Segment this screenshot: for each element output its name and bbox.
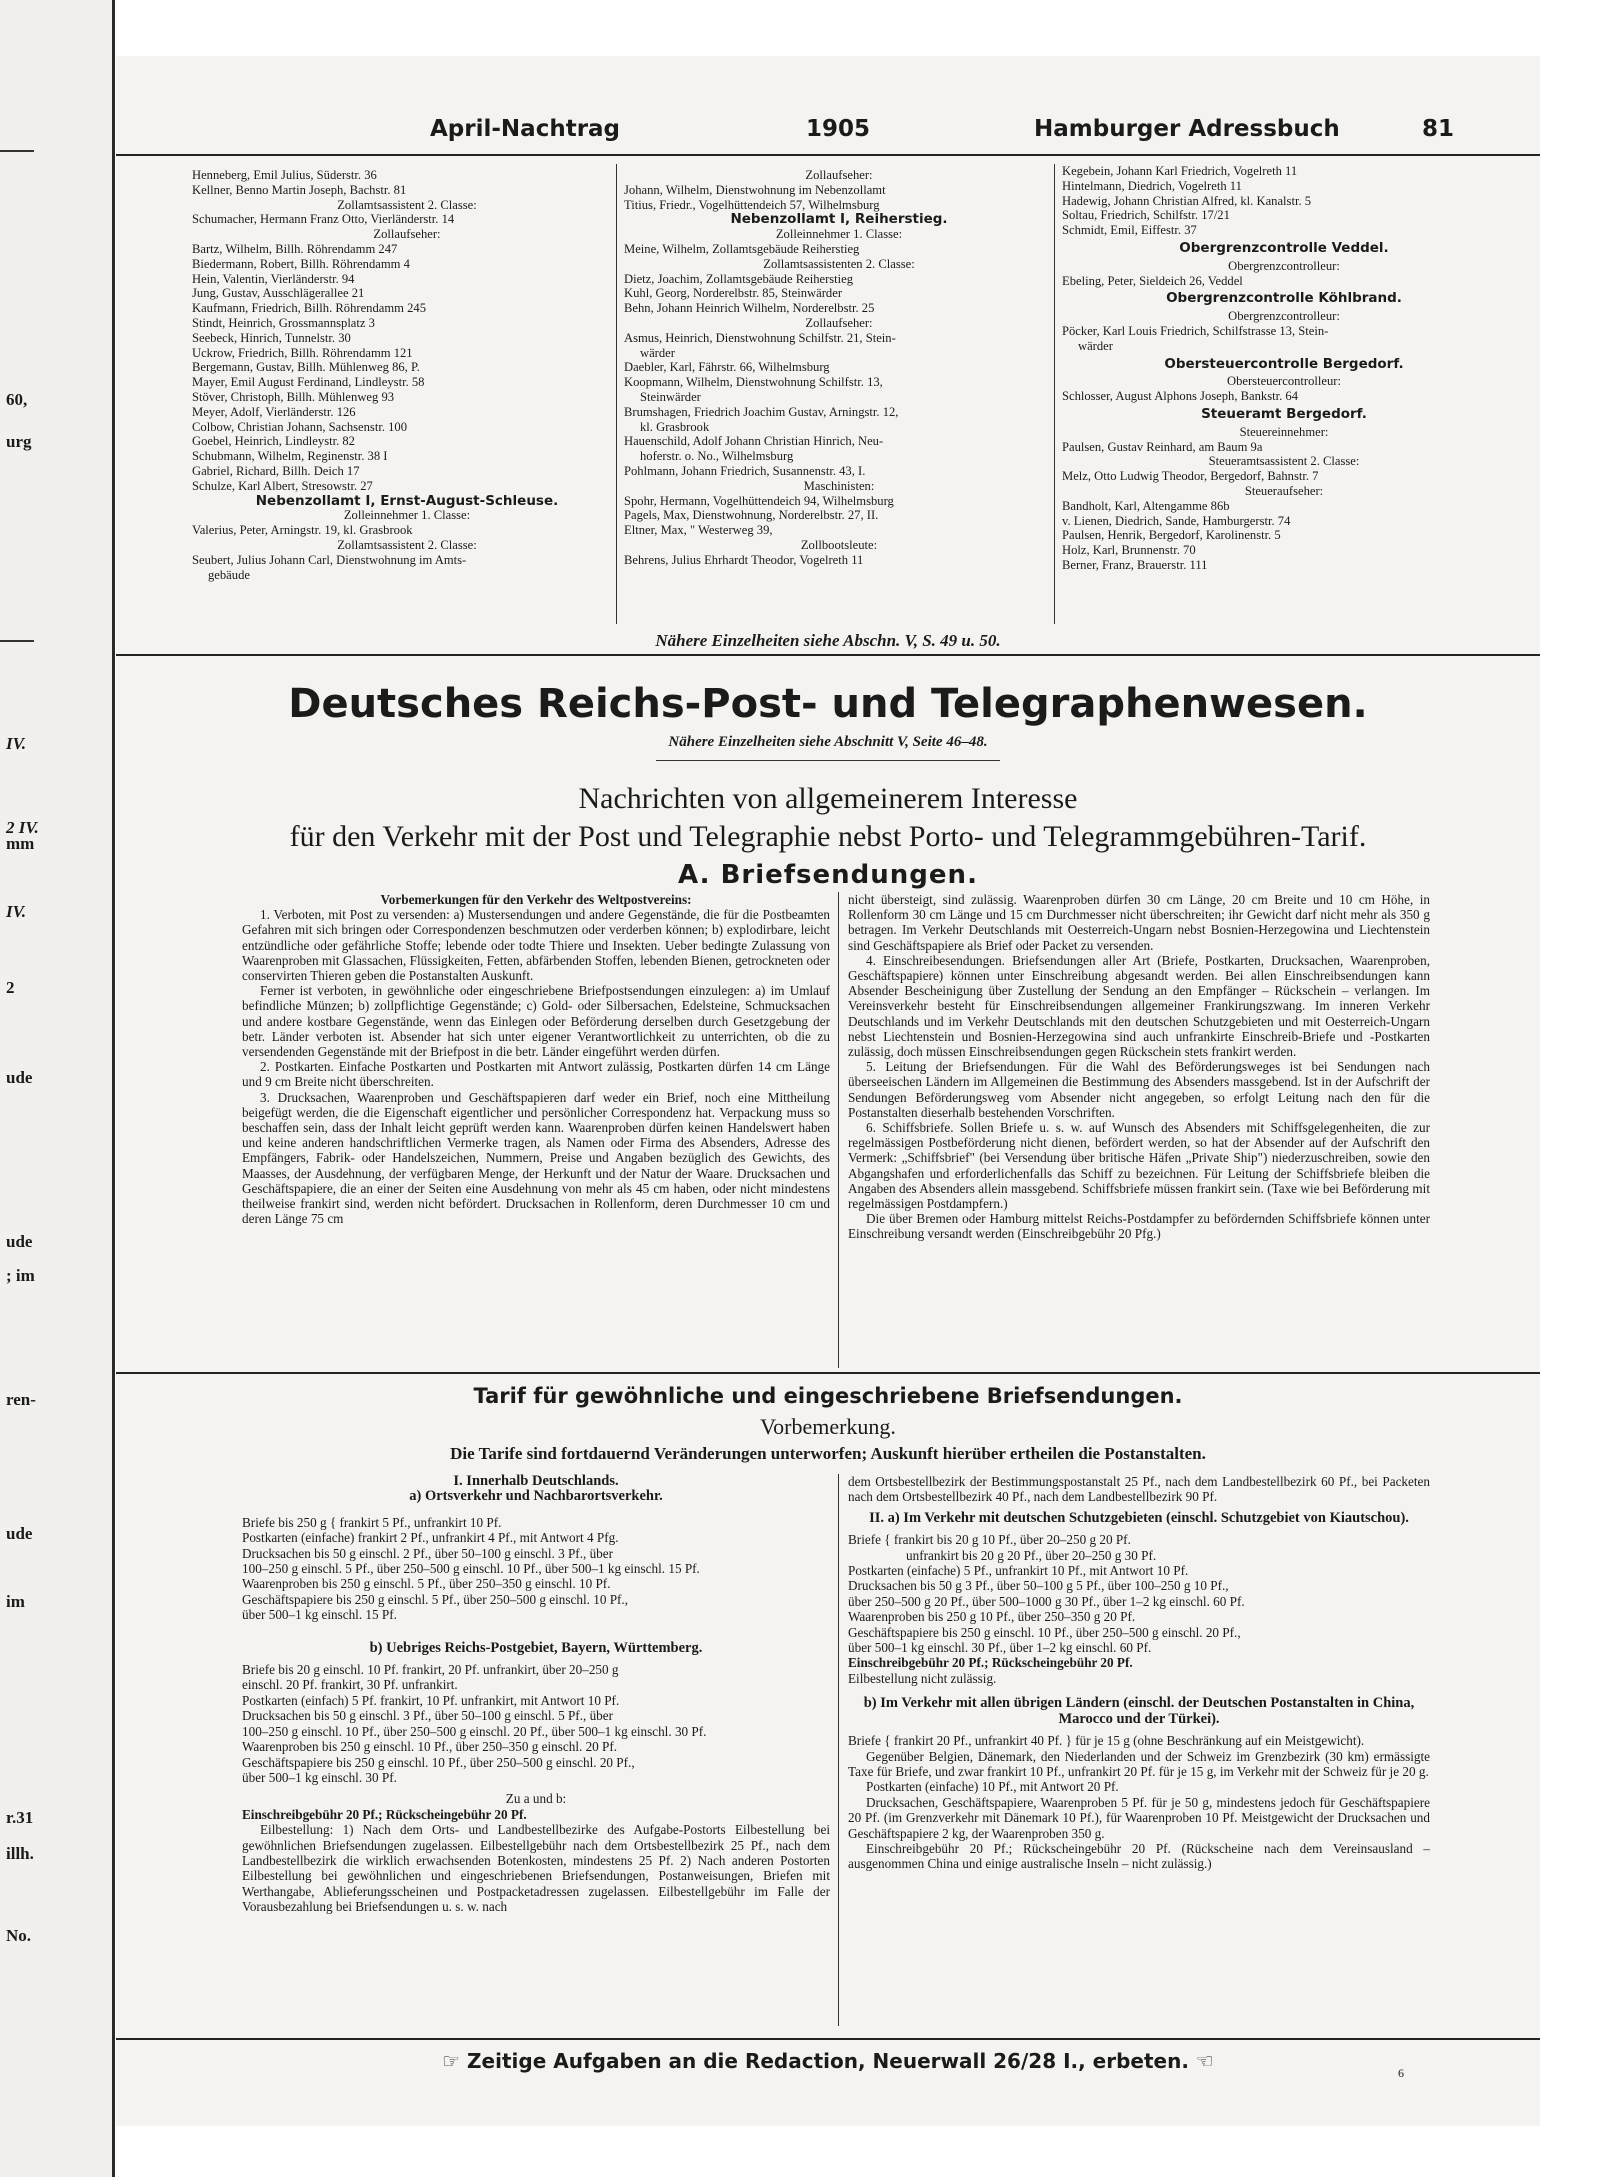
entry: Behrens, Julius Ehrhardt Theodor, Vogelreth 11	[624, 552, 864, 567]
margin-fragment: r.31	[6, 1808, 34, 1827]
entry: Dietz, Joachim, Zollamtsgebäude Reiherstieg	[624, 271, 854, 286]
tariff-line: über 500–1 kg einschl. 30 Pf., über 1–2 kg einschl. 60 Pf.	[848, 1640, 1152, 1656]
margin-fragment: 2 IV.	[6, 818, 39, 837]
tariff-title: Tarif für gewöhnliche und eingeschriebene Briefsendungen.	[473, 1384, 1183, 1408]
margin-fragment: ; im	[6, 1266, 35, 1285]
adjacent-page-edge	[0, 0, 115, 2177]
entry: Titius, Friedr., Vogelhüttendeich 57, Wilhelmsburg	[624, 197, 880, 212]
entry: Mayer, Emil August Ferdinand, Lindleystr. 58	[192, 375, 425, 390]
margin-fragment: ude	[6, 1232, 33, 1251]
pointing-hand-icon: ☞	[442, 2049, 468, 2073]
entry: Hauenschild, Adolf Johann Christian Hinrich, Neu-	[624, 434, 884, 449]
tariff-line: unfrankirt bis 20 g 20 Pf., über 20–250 g 30 Pf.	[906, 1547, 1157, 1563]
entry: Stöver, Christoph, Billh. Mühlenweg 93	[192, 389, 395, 404]
entry: Daebler, Karl, Fährstr. 66, Wilhelmsburg	[624, 360, 830, 375]
title-underline	[656, 760, 1000, 761]
entry: Gabriel, Richard, Billh. Deich 17	[192, 463, 360, 478]
footer-number: 6	[1398, 2066, 1404, 2080]
tariff-paragraph: Gegenüber Belgien, Dänemark, den Niederlanden und der Schweiz im Grenzbezirk (30 km) ermässigte Taxe für Briefe, und zwar frankirt 10 Pf., unfrankirt 20 Pf. für je 15 g, im Verkehr mit der Schweiz für je 20 g.	[848, 1748, 1430, 1779]
letters-heading: A. Briefsendungen.	[678, 860, 978, 890]
entry: Koopmann, Wilhelm, Dienstwohnung Schilfstr. 13,	[624, 375, 883, 390]
entry: Kuhl, Georg, Norderelbstr. 85, Steinwärder	[624, 286, 843, 301]
entry: Meine, Wilhelm, Zollamtsgebäude Reiherstieg	[624, 241, 860, 256]
entry: Paulsen, Henrik, Bergedorf, Karolinenstr. 5	[1062, 528, 1281, 543]
rank-label: Obersteuercontrolleur:	[1227, 374, 1341, 389]
margin-fragment: ude	[6, 1068, 33, 1087]
rank-label: Steueramtsassistent 2. Classe:	[1208, 454, 1360, 469]
office-heading: Obersteuercontrolle Bergedorf.	[1164, 355, 1404, 372]
tariff-line: Geschäftspapiere bis 250 g einschl. 10 Pf., über 250–500 g einschl. 20 Pf.,	[242, 1754, 635, 1770]
tariff-line: Postkarten (einfach) 5 Pf. frankirt, 10 Pf. unfrankirt, mit Antwort 10 Pf.	[242, 1692, 620, 1708]
tariff-line: Postkarten (einfache) frankirt 2 Pf., unfrankirt 4 Pf., mit Antwort 4 Pfg.	[242, 1530, 619, 1546]
note-paragraph: nicht übersteigt, sind zulässig. Waarenproben dürfen 30 cm Länge, 20 cm Breite und 10 cm Höhe, in Rollenform 30 cm Länge und 15 cm Durchmesser nicht überschreiten; ihr Gewicht darf nicht mehr als 350 g betragen. Im Verkehr Deutschlands mit Oesterreich-Ungarn nebst Bosnien-Herzegowina und Liechtenstein sind Geschäftspapiere als Brief oder Packet zu versenden.	[848, 892, 1430, 953]
directory-column-1	[192, 168, 622, 582]
office-heading: Obergrenzcontrolle Köhlbrand.	[1166, 290, 1402, 307]
header-page-number: 81	[1422, 116, 1455, 142]
entry: Schubmann, Wilhelm, Reginenstr. 38 I	[192, 449, 388, 464]
header-rule	[116, 154, 1540, 156]
rank-label: Zollamtsassistent 2. Classe:	[337, 537, 477, 552]
page-header	[116, 116, 1540, 146]
tariff-line: über 500–1 kg einschl. 30 Pf.	[242, 1769, 397, 1785]
column-rule	[838, 1474, 839, 2026]
entry-continuation: kl. Grasbrook	[640, 419, 710, 434]
entry: Melz, Otto Ludwig Theodor, Bergedorf, Bahnstr. 7	[1062, 469, 1319, 484]
rank-label: Obergrenzcontrolleur:	[1228, 258, 1340, 273]
margin-fragment: IV.	[6, 734, 27, 753]
margin-fragment: ren-	[6, 1390, 36, 1409]
entry: Kegebein, Johann Karl Friedrich, Vogelreth 11	[1062, 164, 1298, 178]
entry: Valerius, Peter, Arningstr. 19, kl. Grasbrook	[192, 523, 413, 538]
entry: Henneberg, Emil Julius, Süderstr. 36	[192, 168, 377, 182]
entry-continuation: hoferstr. o. No., Wilhelmsburg	[640, 449, 794, 464]
news-heading: Nachrichten von allgemeinerem Interesse	[578, 782, 1078, 815]
tariff-line: 100–250 g einschl. 10 Pf., über 250–500 g einschl. 20 Pf., über 500–1 kg einschl. 30 Pf.	[242, 1723, 707, 1739]
tariff-line: einschl. 20 Pf. frankirt, 30 Pf. unfrankirt.	[242, 1677, 458, 1693]
entry: Johann, Wilhelm, Dienstwohnung im Nebenzollamt	[624, 182, 886, 197]
entry: Ebeling, Peter, Sieldeich 26, Veddel	[1062, 273, 1243, 288]
section-rule	[116, 1372, 1540, 1374]
tariff-line: Waarenproben bis 250 g 10 Pf., über 250–350 g 20 Pf.	[848, 1609, 1136, 1625]
rank-label: Zollaufseher:	[373, 227, 441, 242]
preliminary-notes-left	[242, 892, 830, 1226]
rank-label: Zolleinnehmer 1. Classe:	[775, 227, 903, 242]
rank-label: Steuereinnehmer:	[1239, 424, 1329, 439]
tariff-line: Drucksachen bis 50 g einschl. 2 Pf., über 50–100 g einschl. 3 Pf., über	[242, 1545, 614, 1561]
column-rule	[616, 164, 617, 624]
header-section: April-Nachtrag	[430, 116, 621, 142]
entry: Brumshagen, Friedrich Joachim Gustav, Arningstr. 12,	[624, 404, 899, 419]
preliminary-notes-right	[848, 892, 1430, 1242]
margin-fragment: ude	[6, 1524, 33, 1543]
entry: Kaufmann, Friedrich, Billh. Röhrendamm 245	[192, 301, 426, 316]
footer-text: Zeitige Aufgaben an die Redaction, Neuerwall 26/28 I., erbeten.	[467, 2049, 1189, 2073]
entry: Colbow, Christian Johann, Sachsenstr. 100	[192, 419, 408, 434]
tariff-section-heading: II. a) Im Verkehr mit deutschen Schutzgebieten (einschl. Schutzgebiet von Kiautschou).	[869, 1509, 1409, 1526]
entry: Behn, Johann Heinrich Wilhelm, Norderelbstr. 25	[624, 301, 875, 316]
margin-fragment: 60,	[6, 390, 28, 409]
margin-fragment: illh.	[6, 1844, 34, 1863]
section-title-note: Nähere Einzelheiten siehe Abschnitt V, Seite 46–48.	[668, 734, 988, 750]
tariff-line: über 500–1 kg einschl. 15 Pf.	[242, 1607, 397, 1623]
margin-fragment: IV.	[6, 902, 27, 921]
margin-rule	[0, 640, 34, 642]
tariff-line: Waarenproben bis 250 g einschl. 10 Pf., über 250–350 g einschl. 20 Pf.	[242, 1739, 618, 1755]
entry: Hein, Valentin, Vierländerstr. 94	[192, 271, 355, 286]
tariff-subsection-heading: b) Uebriges Reichs-Postgebiet, Bayern, Württemberg.	[369, 1639, 703, 1656]
entry: Pagels, Max, Dienstwohnung, Norderelbstr. 27, II.	[624, 508, 879, 523]
entry: Eltner, Max, " Westerweg 39,	[624, 523, 773, 538]
tariff-note-label: Zu a und b:	[505, 1791, 567, 1807]
tariff-section-heading: b) Im Verkehr mit allen übrigen Ländern (einschl. der Deutschen Postanstalten in China, Marocco und der Türkei).	[863, 1695, 1415, 1727]
tariff-paragraph: Eilbestellung: 1) Nach dem Orts- und Landbestellbezirke des Aufgabe-Postorts Eilbestellung bei gewöhnlichen Briefsendungen zugelassen. Eilbestellgebühr nach dem Ortsbestellbezirk 25 Pf., nach dem Landbestellbezirk die wirklich erwachsenden Botenkosten, mindestens 25 Pf. 2) Nach anderen Postorten Eilbestellung bei gewöhnlichen und eingeschriebenen Briefsendungen, Postanweisungen, Briefen mit Werthangabe, Ablieferungsscheinen und Postpacketadressen zugelassen. Eilbestellgebühr im Falle der Vorausbezahlung bei Briefsendungen u. s. w. nach	[242, 1822, 830, 1915]
tariff-line: über 250–500 g 20 Pf., über 500–1000 g 30 Pf., über 1–2 kg einschl. 60 Pf.	[848, 1593, 1245, 1609]
margin-fragment: mm	[6, 834, 35, 853]
office-heading: Steueramt Bergedorf.	[1201, 405, 1367, 422]
rank-label: Zollaufseher:	[805, 168, 873, 182]
tariff-paragraph: Postkarten (einfache) 10 Pf., mit Antwort 20 Pf.	[866, 1779, 1119, 1795]
tariff-line: Drucksachen bis 50 g einschl. 3 Pf., über 50–100 g einschl. 5 Pf., über	[242, 1708, 614, 1724]
entry: Stindt, Heinrich, Grossmannsplatz 3	[192, 315, 375, 330]
entry: Berner, Franz, Brauerstr. 111	[1062, 557, 1208, 572]
rank-label: Zollaufseher:	[805, 315, 873, 330]
tariff-line: Einschreibgebühr 20 Pf.; Rückscheingebühr 20 Pf.	[848, 1655, 1133, 1671]
entry: Soltau, Friedrich, Schilfstr. 17/21	[1062, 208, 1230, 223]
note-paragraph: Die über Bremen oder Hamburg mittelst Reichs-Postdampfer zu befördernden Schiffsbriefe können unter Einschreibung versandt werden (Einschreibgebühr 20 Pfg.)	[848, 1211, 1430, 1242]
note-paragraph: Ferner ist verboten, in gewöhnliche oder eingeschriebene Briefpostsendungen einzulegen: a) im Umlauf befindliche Münzen; b) zollpflichtige Gegenstände; c) Gold- oder Silbersachen, Edelsteine, Schmucksachen und andere kostbare Gegenstände, wenn das Einlegen oder Beförderung derselben durch Gesetzgebung der betr. Länder verboten ist. Absender hat sich unter eigener Verantwortlichkeit zu unterrichten, ob die zu versendenden Gegenstände mit der Briefpost in die betr. Länder eingeführt werden dürfen.	[242, 983, 830, 1060]
rank-label: Steueraufseher:	[1244, 483, 1324, 498]
entry: Spohr, Hermann, Vogelhüttendeich 94, Wilhelmsburg	[624, 493, 894, 508]
tariff-line: Eilbestellung nicht zulässig.	[848, 1670, 997, 1686]
tariff-line: Briefe bis 20 g einschl. 10 Pf. frankirt, 20 Pf. unfrankirt, über 20–250 g	[242, 1662, 619, 1678]
tariff-line: Briefe { frankirt bis 20 g 10 Pf., über 20–250 g 20 Pf.	[848, 1532, 1131, 1548]
tariff-line: Briefe bis 250 g { frankirt 5 Pf., unfrankirt 10 Pf.	[242, 1514, 502, 1530]
section-rule	[116, 2038, 1540, 2040]
entry-continuation: wärder	[640, 345, 675, 360]
pointing-hand-icon: ☜	[1188, 2049, 1214, 2073]
entry: Bartz, Wilhelm, Billh. Röhrendamm 247	[192, 241, 398, 256]
tariff-line: Briefe { frankirt 20 Pf., unfrankirt 40 Pf. } für je 15 g (ohne Beschränkung auf ein Meistgewicht).	[848, 1733, 1365, 1749]
section-rule	[116, 654, 1540, 656]
entry: Hadewig, Johann Christian Alfred, kl. Kanalstr. 5	[1062, 193, 1312, 208]
entry: Goebel, Heinrich, Lindleystr. 82	[192, 434, 355, 449]
notes-heading: Vorbemerkungen für den Verkehr des Weltpostvereins:	[380, 892, 692, 907]
page-footer	[116, 2049, 1540, 2073]
tariff-line: Waarenproben bis 250 g einschl. 5 Pf., über 250–350 g einschl. 10 Pf.	[242, 1576, 611, 1592]
directory-column-3	[1062, 164, 1506, 573]
entry: Biedermann, Robert, Billh. Röhrendamm 4	[192, 256, 410, 271]
entry: Paulsen, Gustav Reinhard, am Baum 9a	[1062, 439, 1263, 454]
entry: Holz, Karl, Brunnenstr. 70	[1062, 543, 1196, 558]
tariff-paragraph: Drucksachen, Geschäftspapiere, Waarenproben 5 Pf. für je 50 g, mindestens jedoch für Geschäftspapiere 20 Pf. (im Grenzverkehr mit Dänemark 10 Pf.), für Waarenproben 10 Pf. Meistgewicht der Drucksachen und Geschäftspapiere 2 kg, der Waarenproben 350 g.	[848, 1794, 1430, 1841]
tariff-line: Postkarten (einfache) 5 Pf., unfrankirt 10 Pf., mit Antwort 10 Pf.	[848, 1563, 1189, 1579]
tariff-paragraph: dem Ortsbestellbezirk der Bestimmungspostanstalt 25 Pf., nach dem Landbestellbezirk 60 Pf., bei Packeten nach dem Ortsbestellbezirk 40 Pf., nach dem Landbestellbezirk 90 Pf.	[848, 1474, 1430, 1505]
entry: Asmus, Heinrich, Dienstwohnung Schilfstr. 21, Stein-	[624, 330, 896, 345]
note-paragraph: 3. Drucksachen, Waarenproben und Geschäftspapieren darf weder ein Brief, noch eine Mittheilung beigefügt werden, die die Eigenschaft eigentlicher und persönlicher Correspondenz hat. Verpackung muss so beschaffen sein, dass der Inhalt leicht geprüft werden kann. Waarenproben dürfen keinen Handelswert haben und keine anderen handschriftlichen Vermerke tragen, als Namen oder Firma des Absenders, Adresse des Empfängers, Fabrik- oder Handelszeichen, Nummern, Preise und Angaben bezüglich des Gewichts, des Maasses, der Ausdehnung, der verfügbaren Menge, der Herkunft und der Natur der Waare. Drucksachen und Geschäftspapiere, die an einer der Seiten eine Ausdehnung von mehr als 45 cm haben, oder nicht mindestens theilweise frankirt sind, werden nicht befördert. Drucksachen in Rollenform, deren Durchmesser 10 cm und deren Länge 75 cm	[242, 1089, 830, 1227]
rank-label: Maschinisten:	[803, 478, 875, 493]
news-subheading: für den Verkehr mit der Post und Telegraphie nebst Porto- und Telegrammgebühren-Tarif.	[289, 820, 1367, 853]
tariff-line: 100–250 g einschl. 5 Pf., über 250–500 g einschl. 10 Pf., über 500–1 kg einschl. 15 Pf.	[242, 1561, 700, 1577]
office-heading: Nebenzollamt I, Reiherstieg.	[730, 211, 948, 228]
tariff-column-left	[242, 1474, 830, 1915]
entry: Schlosser, August Alphons Joseph, Bankstr. 64	[1062, 389, 1298, 404]
tariff-line: Geschäftspapiere bis 250 g einschl. 10 Pf., über 250–500 g einschl. 20 Pf.,	[848, 1624, 1241, 1640]
rank-label: Zollamtsassistent 2. Classe:	[337, 197, 477, 212]
tariff-line: Geschäftspapiere bis 250 g einschl. 5 Pf., über 250–500 g einschl. 10 Pf.,	[242, 1591, 629, 1607]
entry: Seebeck, Hinrich, Tunnelstr. 30	[192, 330, 351, 345]
rank-label: Zollamtsassistenten 2. Classe:	[763, 256, 915, 271]
tariff-paragraph: Einschreibgebühr 20 Pf.; Rückscheingebühr 20 Pf. (Rückscheine nach dem Vereinsausland – ausgenommen China und einige australische Inseln – nicht zulässig.)	[848, 1840, 1430, 1872]
rank-label: Zollbootsleute:	[800, 537, 878, 552]
margin-fragment: 2	[6, 978, 15, 997]
entry: v. Lienen, Diedrich, Sande, Hamburgerstr. 74	[1062, 513, 1291, 528]
entry: Seubert, Julius Johann Carl, Dienstwohnung im Amts-	[192, 552, 467, 567]
entry: Pöcker, Karl Louis Friedrich, Schilfstrasse 13, Stein-	[1062, 323, 1329, 338]
entry-continuation: Steinwärder	[640, 389, 701, 404]
entry: Uckrow, Friedrich, Billh. Röhrendamm 121	[192, 345, 413, 360]
tariff-line: Einschreibgebühr 20 Pf.; Rückscheingebühr 20 Pf.	[242, 1806, 527, 1822]
margin-fragment: urg	[6, 432, 32, 451]
margin-rule	[0, 150, 34, 152]
note-paragraph: 2. Postkarten. Einfache Postkarten und Postkarten mit Antwort zulässig, Postkarten dürfen 14 cm Länge und 9 cm Breite nicht überschreiten.	[242, 1059, 830, 1090]
note-paragraph: 6. Schiffsbriefe. Sollen Briefe u. s. w. auf Wunsch des Absenders mit Schiffsgelegenheiten, die zur regelmässigen Postbeförderung nicht dienen, befördert werden, so hat der Absender auf der Aufschrift den Vermerk: „Schiffsbrief" (bei Versendung über britische Häfen „Private Ship") niederzuschreiben, sowie den Abgangshafen und erforderlichenfalls das Schiff zu bezeichnen. Für Leitung der Schiffsbriefe bleiben die Angaben des Absenders allein massgebend. Schiffsbriefe müssen frankirt sein. (Taxe wie bei Beförderung mit regelmässigen Postdampfern.)	[848, 1120, 1430, 1212]
section-title: Deutsches Reichs-Post- und Telegraphenwesen.	[288, 681, 1368, 727]
margin-fragment: im	[6, 1592, 25, 1611]
tariff-line: Drucksachen bis 50 g 3 Pf., über 50–100 g 5 Pf., über 100–250 g 10 Pf.,	[848, 1578, 1229, 1594]
entry: Bergemann, Gustav, Billh. Mühlenweg 86, P.	[192, 360, 420, 375]
rank-label: Zolleinnehmer 1. Classe:	[343, 508, 471, 523]
entry: Hintelmann, Diedrich, Vogelreth 11	[1062, 178, 1242, 193]
entry: Schulze, Karl Albert, Stresowstr. 27	[192, 478, 373, 493]
margin-fragment: No.	[6, 1926, 32, 1945]
rank-label: Obergrenzcontrolleur:	[1228, 309, 1340, 324]
entry: Jung, Gustav, Ausschlägerallee 21	[192, 286, 365, 301]
entry: Meyer, Adolf, Vierländerstr. 126	[192, 404, 356, 419]
directory-column-2	[624, 168, 1054, 568]
tariff-section-heading: I. Innerhalb Deutschlands.	[453, 1473, 619, 1489]
document-page	[116, 56, 1540, 2126]
tariff-subsection-heading: a) Ortsverkehr und Nachbarortsverkehr.	[409, 1488, 663, 1505]
entry: Schumacher, Hermann Franz Otto, Vierländerstr. 14	[192, 212, 455, 227]
note-paragraph: 1. Verboten, mit Post zu versenden: a) Mustersendungen und andere Gegenstände, die für die Postbeamten Gefahren mit sich bringen oder Correspondenzen beschmutzen oder verderben können; b) explodirbare, leicht entzündliche oder gefährliche Stoffe; lebende oder todte Thiere und Insekten. Ueber bedingte Zulassung von Waarenproben mit Glassachen, Flüssigkeiten, Fetten, abfärbenden Stoffen, lebenden Bienen, getrockneten oder conservirten Thieren geben die Postanstalten Auskunft.	[242, 907, 830, 984]
entry: Schmidt, Emil, Eiffestr. 37	[1062, 223, 1197, 238]
tariff-subtitle: Vorbemerkung.	[760, 1414, 896, 1439]
note-paragraph: 5. Leitung der Briefsendungen. Für die Wahl des Beförderungsweges ist bei Sendungen nach überseeischen Ländern im Allgemeinen die Bestimmung des Absenders massgebend. Ist in der Aufschrift der Sendungen Beförderungsweg vom Absender nicht angegeben, so erfolgt Leitung nach den für die Postanstalten dieserhalb bestehenden Vorschriften.	[848, 1059, 1430, 1120]
note-paragraph: 4. Einschreibesendungen. Briefsendungen aller Art (Briefe, Postkarten, Drucksachen, Waarenproben, Geschäftspapiere) können unter Einschreibung abgesandt werden. Bei allen Einschreibsendungen kann Absender Bescheinigung über Zustellung der Sendung an den Empfänger – Rückschein – verlangen. Im Vereinsverkehr besteht für Einschreibsendungen allgemeiner Frankirungszwang. Im inneren Verkehr Deutschlands und im Verkehr Deutschlands mit den deutschen Schutzgebieten und mit Oesterreich-Ungarn nebst Liechtenstein und Bosnien-Herzegowina sind auch unfrankirte Einschreib-Briefe und -Postkarten zulässig, doch müssen Einschreibsendungen gegen Rückschein stets frankirt werden.	[848, 952, 1430, 1060]
office-heading: Obergrenzcontrolle Veddel.	[1179, 239, 1389, 256]
tariff-column-right	[848, 1474, 1430, 1872]
entry: Kellner, Benno Martin Joseph, Bachstr. 81	[192, 182, 407, 197]
tariff-note: Die Tarife sind fortdauernd Veränderungen unterworfen; Auskunft hierüber ertheilen die Postanstalten.	[450, 1444, 1206, 1463]
entry-continuation: wärder	[1078, 338, 1113, 353]
entry: Bandholt, Karl, Altengamme 86b	[1062, 498, 1230, 513]
header-title: Hamburger Adressbuch	[1034, 116, 1340, 142]
column-rule	[838, 892, 839, 1368]
entry-continuation: gebäude	[208, 567, 250, 582]
entry: Pohlmann, Johann Friedrich, Susannenstr. 43, I.	[624, 463, 866, 478]
column-rule	[1054, 164, 1055, 624]
cross-reference-note: Nähere Einzelheiten siehe Abschn. V, S. 49 u. 50.	[655, 631, 1001, 650]
office-heading: Nebenzollamt I, Ernst-August-Schleuse.	[255, 492, 559, 509]
header-year: 1905	[806, 116, 871, 142]
